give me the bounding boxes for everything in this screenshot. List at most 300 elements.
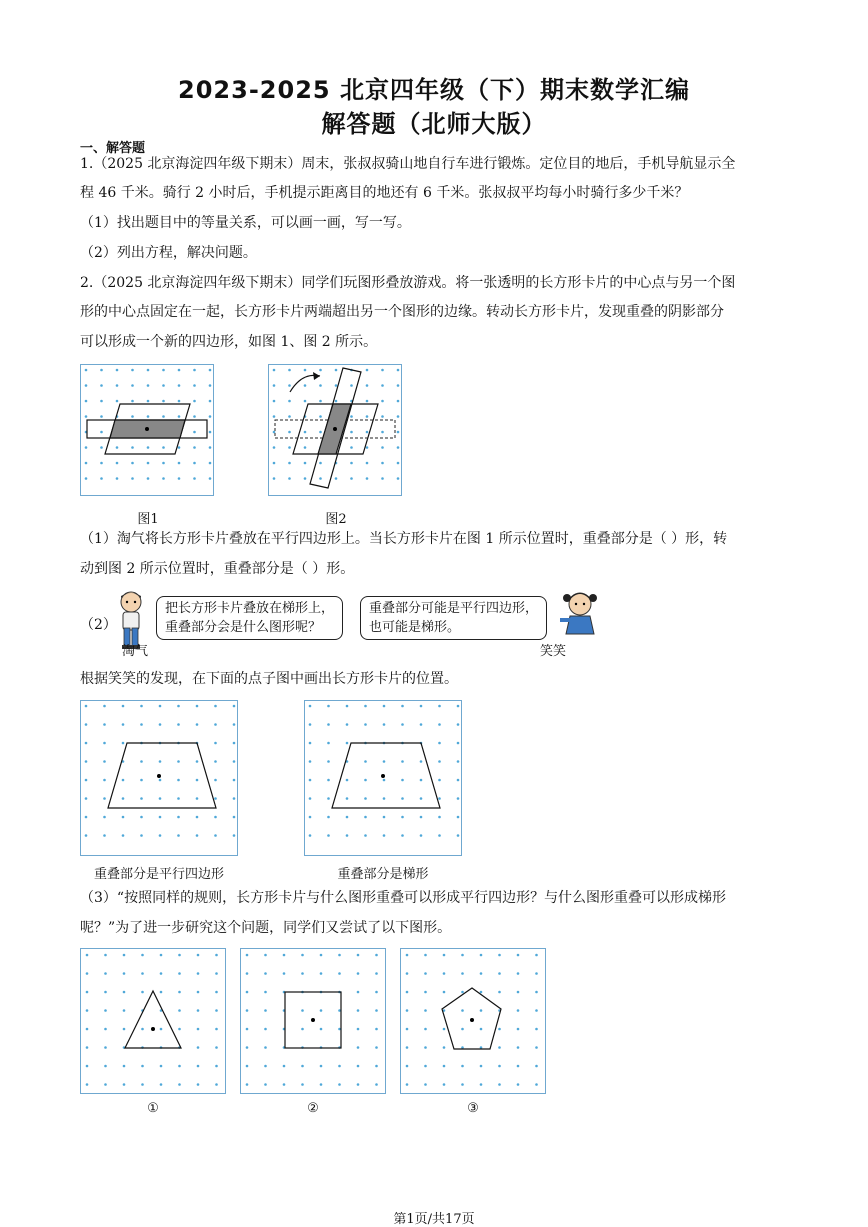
grid-dot	[209, 446, 212, 449]
grid-dot	[273, 477, 276, 480]
grid-dot	[116, 446, 119, 449]
grid-dot	[301, 954, 304, 957]
grid-dot	[178, 1009, 181, 1012]
grid-dot	[233, 834, 236, 837]
grid-dot	[233, 779, 236, 782]
grid-dot	[273, 369, 276, 372]
grid-dot	[162, 446, 165, 449]
grid-dot	[535, 1009, 538, 1012]
grid-dot	[177, 816, 180, 819]
grid-dot	[461, 972, 464, 975]
grid-dot	[406, 1009, 409, 1012]
grid-dot	[364, 797, 367, 800]
grid-dot	[350, 431, 353, 434]
q1-sub1: （1）找出题目中的等量关系，可以画一画，写一写。	[80, 215, 411, 231]
grid-dot	[85, 816, 88, 819]
grid-dot	[335, 477, 338, 480]
grid-dot	[406, 1028, 409, 1031]
grid-dot	[196, 760, 199, 763]
grid-dot	[401, 797, 404, 800]
grid-dot	[375, 991, 378, 994]
trapezoid-grid-parallelogram	[80, 700, 238, 856]
grid-dot	[301, 972, 304, 975]
grid-dot	[197, 1083, 200, 1086]
grid-dot	[178, 384, 181, 387]
grid-dot	[288, 446, 291, 449]
grid-dot	[178, 477, 181, 480]
grid-dot	[480, 1083, 483, 1086]
grid-dot	[100, 431, 103, 434]
grid-dot	[103, 742, 106, 745]
grid-dot	[196, 723, 199, 726]
grid-dot	[264, 1083, 267, 1086]
grid-dot	[131, 477, 134, 480]
grid-dot	[357, 972, 360, 975]
grid-dot	[178, 972, 181, 975]
grid-dot	[366, 446, 369, 449]
grid-dot	[116, 477, 119, 480]
grid-dot	[420, 705, 423, 708]
grid-dot	[123, 1009, 126, 1012]
pentagon-grid	[400, 948, 546, 1094]
grid-dot	[214, 705, 217, 708]
grid-dot	[517, 1009, 520, 1012]
grid-dot	[438, 834, 441, 837]
grid-dot	[480, 972, 483, 975]
grid-dot	[178, 954, 181, 957]
grid-dot	[346, 723, 349, 726]
grid-dot	[103, 723, 106, 726]
grid-dot	[461, 991, 464, 994]
grid-dot	[193, 369, 196, 372]
grid-dot	[397, 477, 400, 480]
grid-dot	[103, 797, 106, 800]
grid-dot	[288, 415, 291, 418]
grid-dot	[100, 477, 103, 480]
grid-dot	[141, 954, 144, 957]
grid-dot	[283, 954, 286, 957]
grid-dot	[304, 477, 307, 480]
grid-dot	[177, 723, 180, 726]
grid-dot	[443, 972, 446, 975]
grid-dot	[193, 446, 196, 449]
grid-dot	[123, 954, 126, 957]
grid-dot	[304, 446, 307, 449]
grid-dot	[196, 779, 199, 782]
grid-dot	[160, 1028, 163, 1031]
grid-dot	[178, 400, 181, 403]
grid-dot	[140, 797, 143, 800]
grid-dot	[273, 415, 276, 418]
xiaoxiao-speech-line1: 重叠部分可能是平行四边形，	[369, 601, 539, 616]
xiaoxiao-speech-line2: 也可能是梯形。	[369, 620, 461, 635]
grid-dot	[397, 446, 400, 449]
grid-dot	[366, 415, 369, 418]
page-title: 2023-2025 北京四年级（下）期末数学汇编	[178, 76, 690, 104]
grid-dot	[438, 779, 441, 782]
grid-dot	[233, 705, 236, 708]
grid-dot	[85, 834, 88, 837]
grid-dot	[498, 991, 501, 994]
grid-dot	[141, 991, 144, 994]
shape-label-2: ②	[307, 1101, 319, 1116]
grid-dot	[301, 1009, 304, 1012]
grid-dot	[319, 400, 322, 403]
grid-dot	[162, 415, 165, 418]
grid-dot	[346, 816, 349, 819]
trapezoid-grid-trapezoid	[304, 700, 462, 856]
grid-dot	[309, 779, 312, 782]
grid-dot	[147, 415, 150, 418]
grid-dot	[309, 760, 312, 763]
grid-dot	[357, 954, 360, 957]
grid-dot	[309, 705, 312, 708]
grid-dot	[498, 1028, 501, 1031]
grid-dot	[209, 431, 212, 434]
grid-dot	[86, 1046, 89, 1049]
grid-dot	[320, 1028, 323, 1031]
grid-dot	[424, 1046, 427, 1049]
taoqi-name: 淘气	[122, 644, 149, 659]
q1-sub2: （2）列出方程，解决问题。	[80, 245, 257, 261]
grid-dot	[196, 797, 199, 800]
grid-dot	[215, 1065, 218, 1068]
grid-dot	[215, 1046, 218, 1049]
grid-dot	[273, 400, 276, 403]
grid-dot	[338, 1065, 341, 1068]
grid-dot	[159, 816, 162, 819]
grid-dot	[147, 384, 150, 387]
grid-dot	[196, 834, 199, 837]
grid-dot	[381, 400, 384, 403]
grid-dot	[159, 797, 162, 800]
grid-dot	[273, 384, 276, 387]
grid-dot	[457, 779, 460, 782]
grid-dot	[401, 760, 404, 763]
grid-dot	[246, 1046, 249, 1049]
grid-dot	[457, 705, 460, 708]
grid-dot	[159, 834, 162, 837]
grid-dot	[85, 400, 88, 403]
grid-dot	[381, 431, 384, 434]
grid-dot	[320, 972, 323, 975]
grid-dot	[264, 1046, 267, 1049]
grid-dot	[85, 369, 88, 372]
grid-dot	[319, 415, 322, 418]
grid-dot	[122, 705, 125, 708]
grid-dot	[214, 834, 217, 837]
grid-dot	[131, 446, 134, 449]
grid-dot	[535, 991, 538, 994]
grid-dot	[159, 723, 162, 726]
grid-dot	[517, 972, 520, 975]
grid-dot	[420, 797, 423, 800]
grid-dot	[273, 462, 276, 465]
grid-dot	[319, 431, 322, 434]
grid-dot	[335, 369, 338, 372]
grid-dot	[480, 954, 483, 957]
grid-dot	[178, 1028, 181, 1031]
grid-dot	[383, 797, 386, 800]
grid-dot	[375, 1065, 378, 1068]
grid-dot	[160, 991, 163, 994]
grid-dot	[397, 369, 400, 372]
grid-dot	[357, 1046, 360, 1049]
grid-dot	[406, 1065, 409, 1068]
q2-sub2-label: （2）	[80, 617, 117, 633]
grid-dot	[159, 779, 162, 782]
grid-dot	[264, 991, 267, 994]
grid-dot	[178, 1065, 181, 1068]
grid-dot	[141, 1065, 144, 1068]
grid-dot	[319, 462, 322, 465]
grid-dot	[364, 779, 367, 782]
grid-dot	[364, 705, 367, 708]
grid-dot	[196, 705, 199, 708]
grid-dot	[424, 1028, 427, 1031]
center-point	[145, 427, 149, 431]
grid-dot	[517, 1065, 520, 1068]
grid-dot	[461, 1009, 464, 1012]
grid-dot	[160, 954, 163, 957]
grid-dot	[233, 723, 236, 726]
grid-dot	[131, 384, 134, 387]
grid-dot	[443, 954, 446, 957]
grid-dot	[406, 991, 409, 994]
xiaoxiao-speech-bubble	[360, 596, 547, 640]
grid-dot	[215, 954, 218, 957]
grid-dot	[420, 816, 423, 819]
grid-dot	[498, 1083, 501, 1086]
taoqi-speech-line1: 把长方形卡片叠放在梯形上，	[165, 601, 335, 616]
grid-dot	[327, 723, 330, 726]
grid-dot	[406, 954, 409, 957]
grid-dot	[383, 723, 386, 726]
xiaoxiao-avatar	[560, 590, 600, 640]
grid-dot	[193, 431, 196, 434]
grid-dot	[535, 954, 538, 957]
grid-dot	[140, 779, 143, 782]
grid-dot	[85, 705, 88, 708]
grid-dot	[320, 954, 323, 957]
grid-dot	[122, 834, 125, 837]
grid-dot	[401, 723, 404, 726]
grid-dot	[177, 760, 180, 763]
grid-dot	[364, 834, 367, 837]
grid-dot	[264, 1028, 267, 1031]
grid-dot	[162, 477, 165, 480]
grid-dot	[350, 415, 353, 418]
grid-dot	[100, 384, 103, 387]
grid-dot	[116, 384, 119, 387]
grid-dot	[140, 834, 143, 837]
grid-dot	[85, 797, 88, 800]
grid-dot	[104, 1065, 107, 1068]
grid-dot	[350, 462, 353, 465]
grid-dot	[103, 760, 106, 763]
grid-dot	[381, 477, 384, 480]
grid-dot	[103, 705, 106, 708]
grid-dot	[264, 954, 267, 957]
grid-dot	[498, 954, 501, 957]
grid-dot	[104, 954, 107, 957]
grid-dot	[406, 972, 409, 975]
grid-dot	[461, 1028, 464, 1031]
grid-dot	[131, 462, 134, 465]
grid-dot	[397, 400, 400, 403]
grid-dot	[273, 431, 276, 434]
grid-dot	[178, 462, 181, 465]
grid-dot	[304, 400, 307, 403]
grid-dot	[381, 384, 384, 387]
grid-dot	[350, 477, 353, 480]
grid-dot	[178, 1083, 181, 1086]
grid-dot	[535, 1065, 538, 1068]
grid-dot	[350, 446, 353, 449]
grid-dot	[123, 1083, 126, 1086]
grid-dot	[443, 1065, 446, 1068]
grid-dot	[159, 705, 162, 708]
grid-dot	[406, 1046, 409, 1049]
grid-dot	[193, 477, 196, 480]
grid-dot	[162, 369, 165, 372]
grid-dot	[357, 1083, 360, 1086]
grid-dot	[535, 1083, 538, 1086]
grid-dot	[366, 431, 369, 434]
center-point	[470, 1018, 474, 1022]
grid-dot	[86, 954, 89, 957]
page-subtitle: 解答题（北师大版）	[321, 110, 547, 138]
grid-dot	[100, 369, 103, 372]
q2-text-line2: 形的中心点固定在一起，长方形卡片两端超出另一个图形的边缘。转动长方形卡片，发现重叠的阴影部分	[80, 304, 724, 320]
grid-dot	[443, 1083, 446, 1086]
grid-dot	[457, 760, 460, 763]
grid-dot	[480, 991, 483, 994]
grid-dot	[383, 760, 386, 763]
grid-dot	[319, 369, 322, 372]
grid-dot	[160, 1065, 163, 1068]
grid-dot	[197, 1046, 200, 1049]
grid-dot	[104, 972, 107, 975]
grid-dot	[246, 972, 249, 975]
grid-dot	[375, 1028, 378, 1031]
section-heading: 一、解答题	[80, 141, 146, 156]
grid-dot	[517, 991, 520, 994]
grid-dot	[86, 1028, 89, 1031]
grid-dot	[424, 1065, 427, 1068]
grid-dot	[131, 369, 134, 372]
grid-dot	[162, 400, 165, 403]
grid-dot	[104, 1009, 107, 1012]
shape-label-3: ③	[467, 1101, 479, 1116]
grid-dot	[178, 446, 181, 449]
grid-dot	[397, 384, 400, 387]
grid-dot	[375, 972, 378, 975]
center-point	[157, 774, 161, 778]
grid-dot	[375, 1009, 378, 1012]
grid-dot	[246, 954, 249, 957]
grid-dot	[193, 462, 196, 465]
grid-dot	[335, 384, 338, 387]
grid-dot	[420, 779, 423, 782]
grid-dot	[104, 991, 107, 994]
figure-1-caption: 图1	[137, 512, 159, 527]
grid-dot	[214, 816, 217, 819]
q2-sub3-line2: 呢？”为了进一步研究这个问题，同学们又尝试了以下图形。	[80, 920, 452, 936]
grid-dot	[273, 446, 276, 449]
grid-dot	[246, 1009, 249, 1012]
grid-dot	[209, 415, 212, 418]
grid-dot	[397, 415, 400, 418]
grid-dot	[147, 477, 150, 480]
grid-dot	[85, 723, 88, 726]
q1-text-line2: 程 46 千米。骑行 2 小时后，手机提示距离目的地还有 6 千米。张叔叔平均每小时骑行多少千米？	[80, 185, 689, 201]
grid-dot	[383, 705, 386, 708]
grid-dot	[178, 415, 181, 418]
grid-dot	[141, 972, 144, 975]
grid-dot	[100, 446, 103, 449]
grid-dot	[162, 462, 165, 465]
grid-dot	[233, 816, 236, 819]
grid-dot	[309, 797, 312, 800]
grid-dot	[424, 954, 427, 957]
grid-dot	[177, 834, 180, 837]
grid-dot	[116, 462, 119, 465]
grid-dot	[350, 384, 353, 387]
grid-dot	[320, 1065, 323, 1068]
grid-dot	[147, 369, 150, 372]
grid-dot	[140, 705, 143, 708]
grid-dot	[498, 1065, 501, 1068]
grid-dot	[309, 834, 312, 837]
shape-label-1: ①	[147, 1101, 159, 1116]
grid-dot	[420, 760, 423, 763]
grid-dot	[116, 369, 119, 372]
triangle-grid	[80, 948, 226, 1094]
grid-dot	[327, 797, 330, 800]
grid-dot	[86, 1009, 89, 1012]
grid-dot	[123, 1065, 126, 1068]
grid-dot	[122, 742, 125, 745]
center-point	[151, 1027, 155, 1031]
grid-dot	[288, 477, 291, 480]
grid-dot	[375, 1083, 378, 1086]
grid-dot	[85, 742, 88, 745]
grid-dot	[85, 477, 88, 480]
grid-dot	[420, 723, 423, 726]
grid-dot	[320, 1009, 323, 1012]
q2-text-line1: 2.（2025 北京海淀四年级下期末）同学们玩图形叠放游戏。将一张透明的长方形卡片的中心点与另一个图	[80, 275, 736, 291]
grid-dot	[283, 1065, 286, 1068]
q2-sub1-line1: （1）淘气将长方形卡片叠放在平行四边形上。当长方形卡片在图 1 所示位置时，重叠部分是（ ）形，转	[80, 531, 728, 547]
grid-dot	[364, 723, 367, 726]
grid-dot	[381, 369, 384, 372]
grid-dot	[366, 369, 369, 372]
grid-dot	[338, 1083, 341, 1086]
grid-dot	[438, 816, 441, 819]
grid-dot	[147, 446, 150, 449]
grid-dot	[401, 816, 404, 819]
grid-dot	[401, 834, 404, 837]
grid-dot	[86, 1065, 89, 1068]
grid-dot	[335, 400, 338, 403]
q2-sub1-line2: 动到图 2 所示位置时，重叠部分是（ ）形。	[80, 561, 355, 577]
taoqi-speech-line2: 重叠部分会是什么图形呢？	[165, 620, 322, 635]
grid-dot	[424, 991, 427, 994]
grid-dot	[319, 384, 322, 387]
grid-dot	[123, 1028, 126, 1031]
grid-dot	[197, 991, 200, 994]
